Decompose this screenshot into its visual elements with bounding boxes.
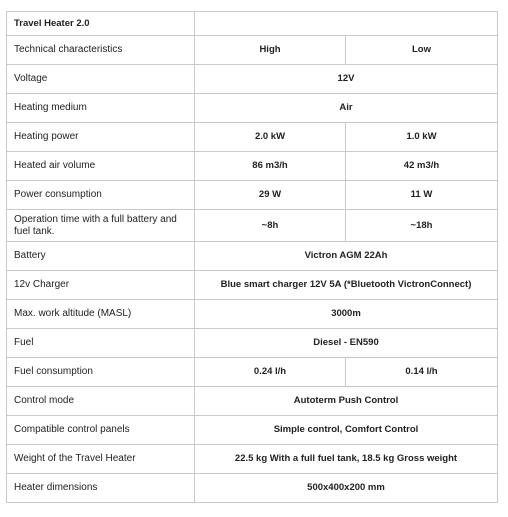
row-value: Diesel - EN590 (195, 329, 498, 358)
table-row (7, 358, 498, 387)
row-label: Technical characteristics (7, 36, 195, 65)
row-label: Compatible control panels (7, 416, 195, 445)
row-label: Power consumption (7, 181, 195, 210)
table-title: Travel Heater 2.0 (7, 12, 195, 36)
row-value: 22.5 kg With a full fuel tank, 18.5 kg Gross weight (195, 445, 498, 474)
row-label: Heating medium (7, 94, 195, 123)
row-label: Heater dimensions (7, 474, 195, 503)
table-row (7, 387, 498, 416)
table-row (7, 36, 498, 65)
row-label: Weight of the Travel Heater (7, 445, 195, 474)
row-value: 12V (195, 65, 498, 94)
row-label: Fuel consumption (7, 358, 195, 387)
table-title-empty-cell (195, 12, 498, 36)
row-label: Voltage (7, 65, 195, 94)
row-value: Victron AGM 22Ah (195, 242, 498, 271)
row-label: 12v Charger (7, 271, 195, 300)
table-row (7, 65, 498, 94)
col-high-header: High (195, 36, 346, 65)
row-label: Control mode (7, 387, 195, 416)
row-label: Fuel (7, 329, 195, 358)
row-value: Simple control, Comfort Control (195, 416, 498, 445)
table-row (7, 94, 498, 123)
row-value: 500x400x200 mm (195, 474, 498, 503)
table-row (7, 123, 498, 152)
row-label: Battery (7, 242, 195, 271)
table-row (7, 152, 498, 181)
row-value-low: 0.14 l/h (346, 358, 498, 387)
table-row (7, 445, 498, 474)
table-row (7, 242, 498, 271)
col-low-header: Low (346, 36, 498, 65)
row-value-low: 1.0 kW (346, 123, 498, 152)
row-label: Max. work altitude (MASL) (7, 300, 195, 329)
table-row (7, 474, 498, 503)
spec-table (6, 11, 498, 503)
table-header-row (7, 12, 498, 36)
row-value-high: 0.24 l/h (195, 358, 346, 387)
table-row (7, 181, 498, 210)
table-row (7, 300, 498, 329)
row-label: Heating power (7, 123, 195, 152)
row-value: Blue smart charger 12V 5A (*Bluetooth VictronConnect) (195, 271, 498, 300)
table-row (7, 416, 498, 445)
table-row (7, 210, 498, 242)
row-label: Heated air volume (7, 152, 195, 181)
row-value: Air (195, 94, 498, 123)
row-value: 3000m (195, 300, 498, 329)
table-row (7, 329, 498, 358)
row-value-low: 42 m3/h (346, 152, 498, 181)
row-value-high: ~8h (195, 210, 346, 242)
row-value-low: 11 W (346, 181, 498, 210)
row-value: Autoterm Push Control (195, 387, 498, 416)
row-value-high: 86 m3/h (195, 152, 346, 181)
row-label: Operation time with a full battery and fuel tank. (7, 210, 195, 242)
row-value-high: 2.0 kW (195, 123, 346, 152)
row-value-high: 29 W (195, 181, 346, 210)
table-row (7, 271, 498, 300)
row-value-low: ~18h (346, 210, 498, 242)
